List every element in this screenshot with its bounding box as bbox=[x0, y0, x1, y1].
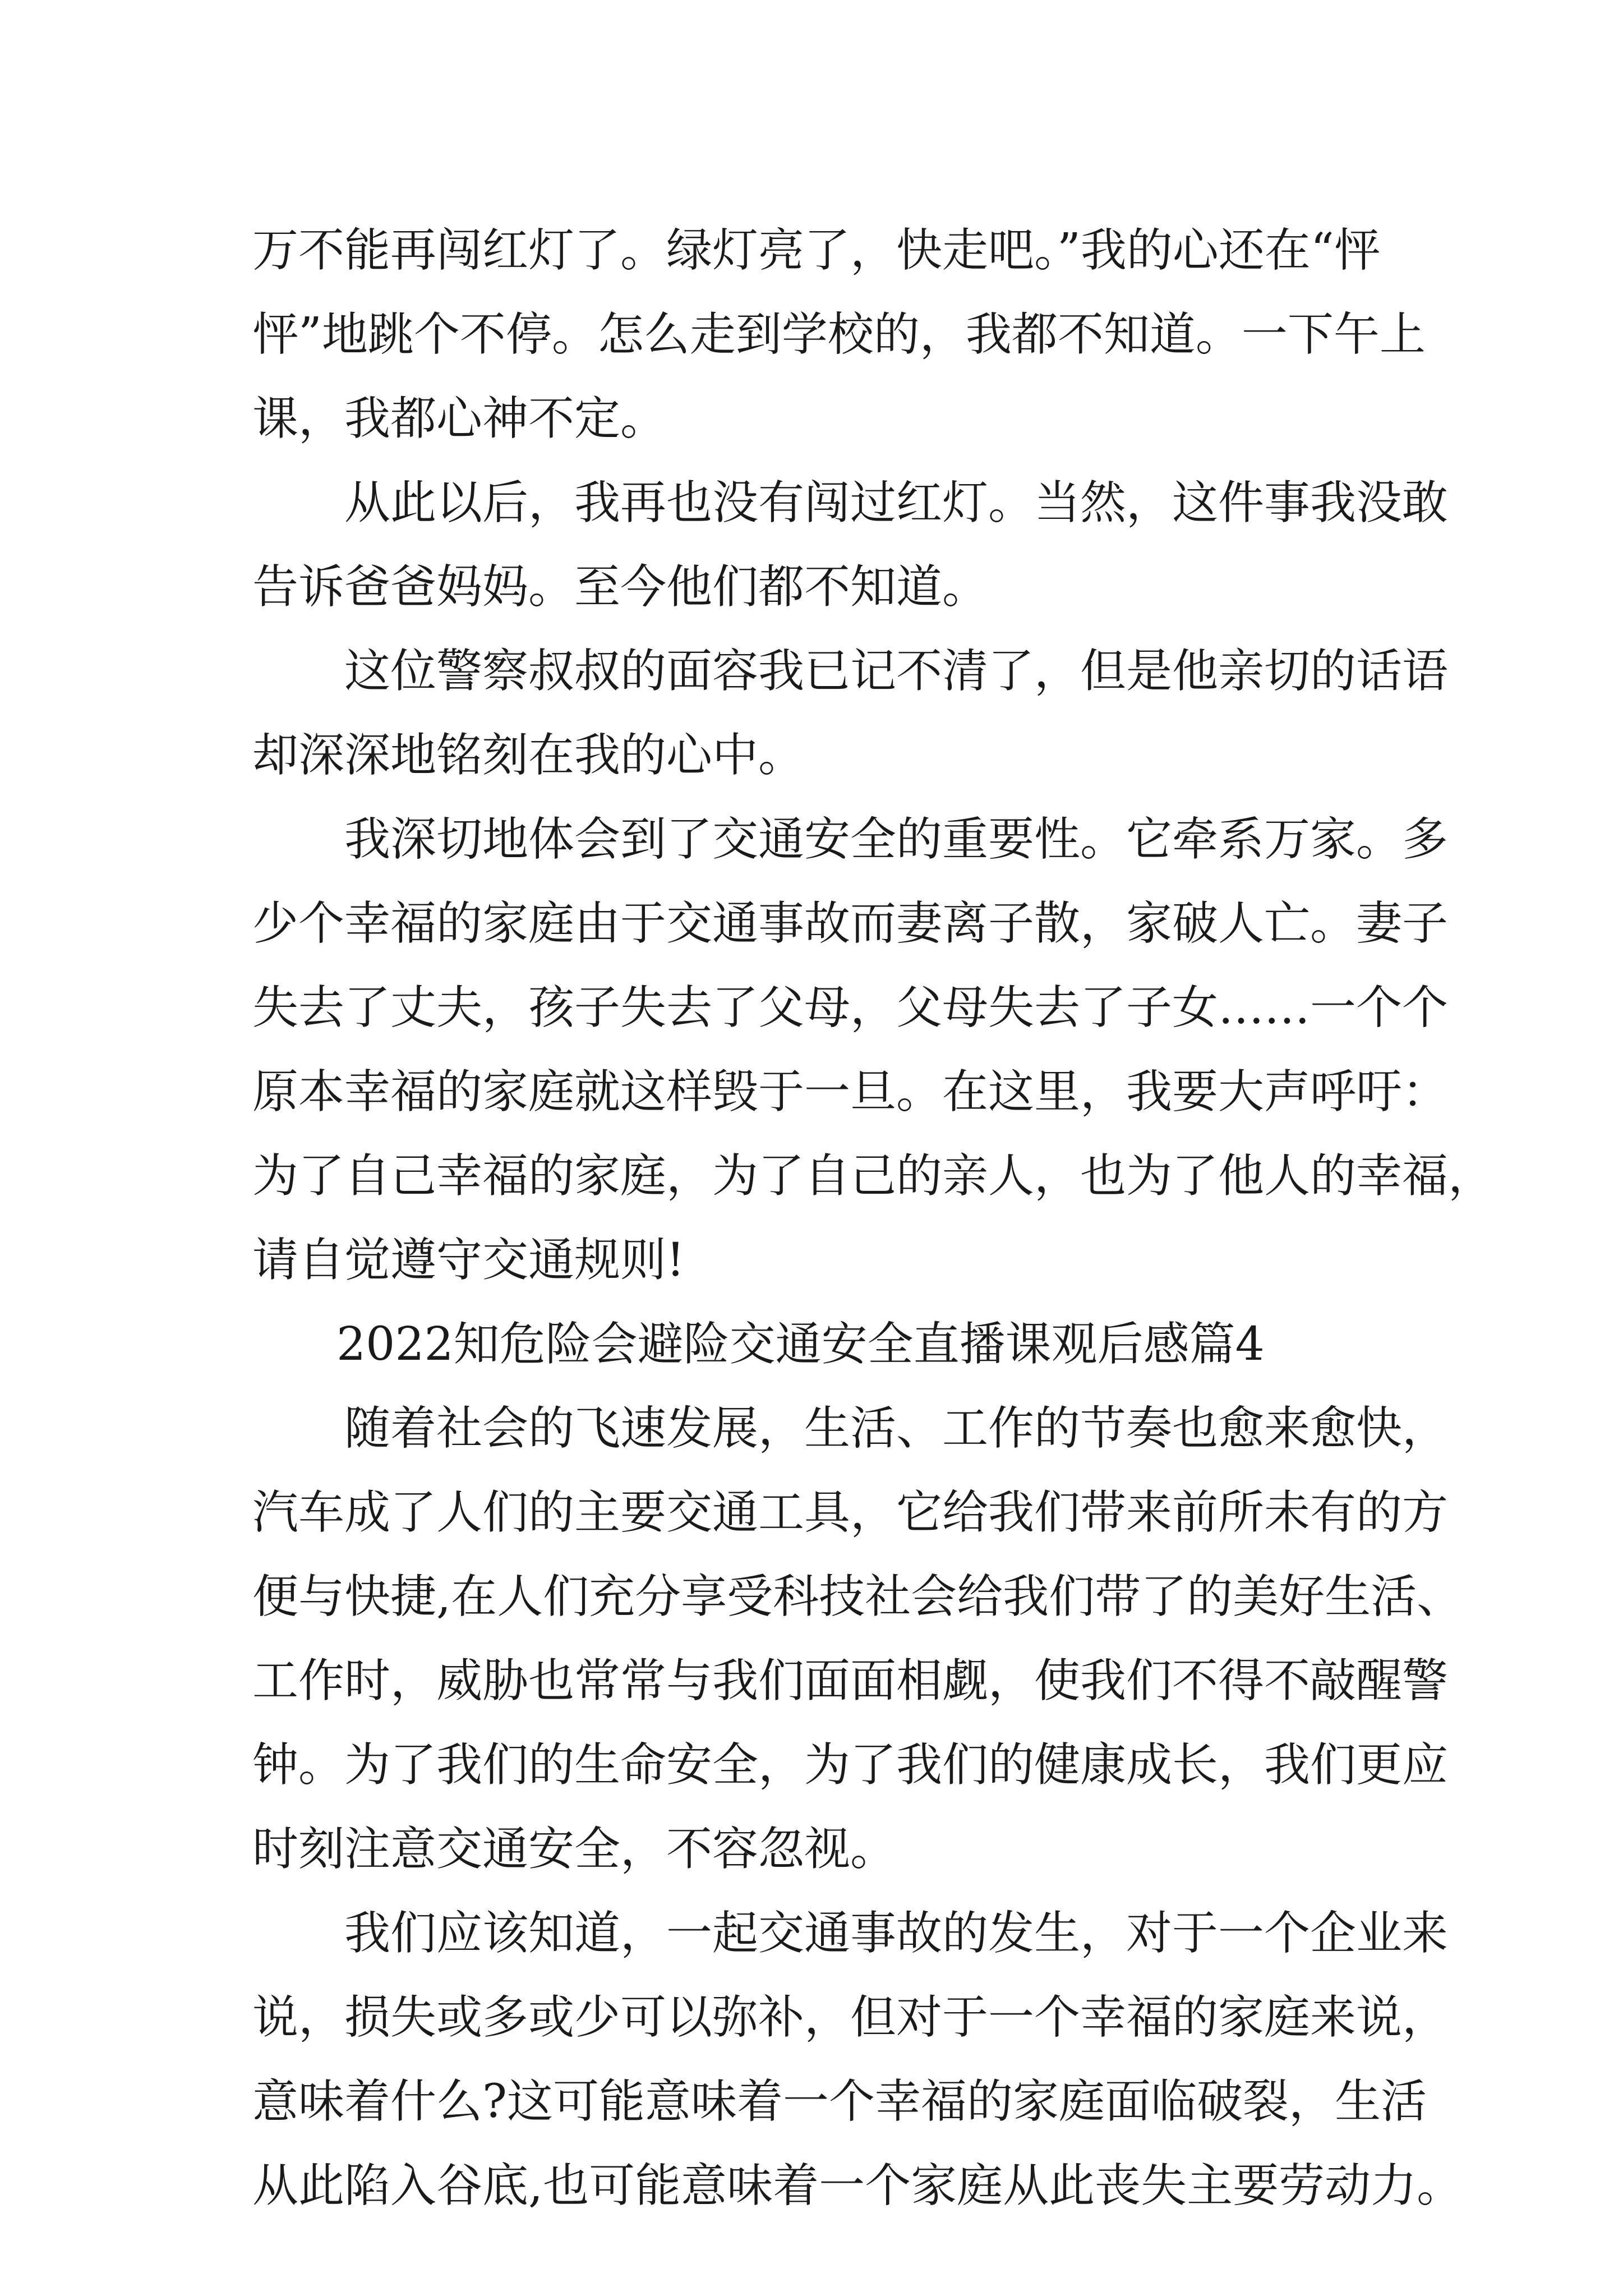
paragraph bbox=[252, 461, 1449, 629]
document-page bbox=[252, 209, 1495, 2228]
text-line: 告诉爸爸妈妈。至今他们都不知道。 bbox=[252, 560, 989, 614]
text-line: 这位警察叔叔的面容我已记不清了，但是他亲切的话语 bbox=[344, 645, 1449, 698]
text-line: 我们应该知道，一起交通事故的发生，对于一个企业来 bbox=[344, 1907, 1449, 1960]
text-line: 课，我都心神不定。 bbox=[252, 392, 667, 445]
paragraph bbox=[252, 629, 1449, 798]
text-line: 便与快捷,在人们充分享受科技社会给我们带了的美好生活、 bbox=[252, 1570, 1463, 1623]
paragraph bbox=[252, 209, 1426, 461]
paragraph bbox=[252, 798, 1495, 1303]
text-line: 时刻注意交通安全，不容忽视。 bbox=[252, 1823, 897, 1876]
text-line: 从此陷入谷底,也可能意味着一个家庭从此丧失主要劳动力。 bbox=[252, 2159, 1463, 2212]
text-line: 请自觉遵守交通规则! bbox=[252, 1234, 685, 1287]
text-line: 少个幸福的家庭由于交通事故而妻离子散，家破人亡。妻子 bbox=[252, 897, 1449, 950]
text-line: 却深深地铭刻在我的心中。 bbox=[252, 729, 805, 782]
text-line: 为了自己幸福的家庭，为了自己的亲人，也为了他人的幸福， bbox=[252, 1149, 1495, 1203]
text-line: 从此以后，我再也没有闯过红灯。当然，这件事我没敢 bbox=[344, 476, 1449, 530]
text-line: 随着社会的飞速发展，生活、工作的节奏也愈来愈快， bbox=[344, 1402, 1449, 1455]
paragraph bbox=[252, 1892, 1463, 2228]
section-heading: 2022知危险会避险交通安全直播课观后感篇4 bbox=[336, 1318, 1265, 1371]
text-line: 汽车成了人们的主要交通工具，它给我们带来前所未有的方 bbox=[252, 1486, 1449, 1539]
text-line: 意味着什么?这可能意味着一个幸福的家庭面临破裂，生活 bbox=[252, 2075, 1427, 2128]
text-line: 怦”地跳个不停。怎么走到学校的，我都不知道。一下午上 bbox=[252, 308, 1426, 361]
text-line: 钟。为了我们的生命安全，为了我们的健康成长，我们更应 bbox=[252, 1738, 1449, 1792]
paragraph bbox=[252, 1387, 1463, 1892]
text-line: 工作时，威胁也常常与我们面面相觑，使我们不得不敲醒警 bbox=[252, 1654, 1449, 1708]
text-line: 万不能再闯红灯了。绿灯亮了，快走吧。”我的心还在“怦 bbox=[252, 224, 1380, 277]
text-line: 说，损失或多或少可以弥补，但对于一个幸福的家庭来说， bbox=[252, 1991, 1449, 2044]
text-line: 失去了丈夫，孩子失去了父母，父母失去了子女……一个个 bbox=[252, 981, 1449, 1034]
text-line: 我深切地体会到了交通安全的重要性。它牵系万家。多 bbox=[344, 813, 1449, 866]
text-line: 原本幸福的家庭就这样毁于一旦。在这里，我要大声呼吁： bbox=[252, 1065, 1449, 1119]
